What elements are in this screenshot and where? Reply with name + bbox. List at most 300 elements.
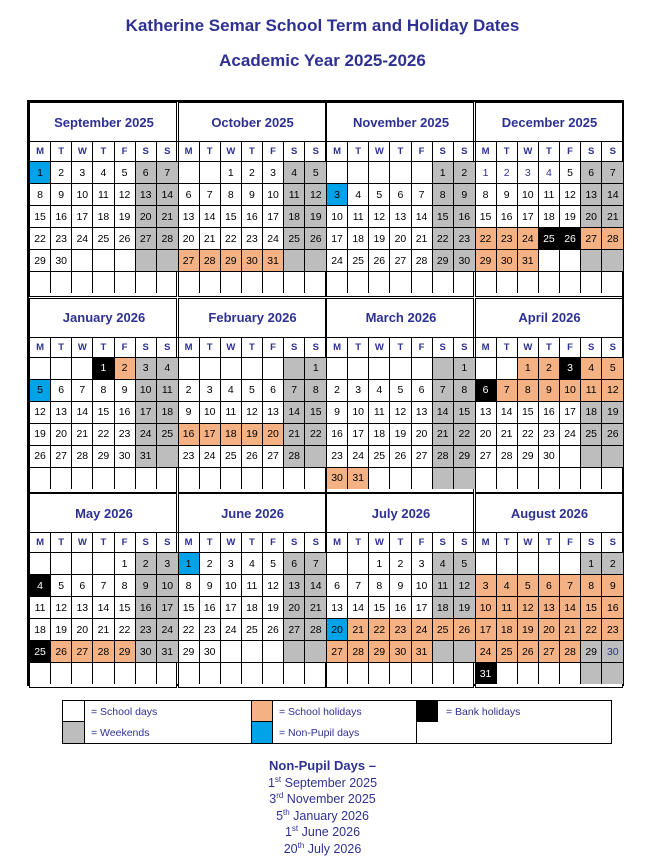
day-cell: 22 — [30, 227, 51, 249]
day-cell: 25 — [497, 640, 518, 662]
empty-cell — [284, 640, 305, 662]
empty-cell — [369, 271, 390, 293]
day-cell: 3 — [476, 574, 497, 596]
day-cell: 6 — [581, 161, 602, 183]
day-cell: 24 — [200, 445, 221, 467]
non-pupil-date: 20th July 2026 — [283, 840, 362, 856]
empty-cell — [560, 271, 581, 293]
day-cell: 25 — [93, 227, 114, 249]
weekday-header: M — [179, 141, 200, 161]
day-cell: 1 — [369, 552, 390, 574]
weekday-header: S — [581, 337, 602, 357]
empty-cell — [412, 357, 433, 379]
empty-cell — [602, 271, 623, 293]
weekday-header: F — [560, 337, 581, 357]
day-cell: 28 — [200, 249, 221, 271]
weekday-header: S — [602, 141, 623, 161]
day-cell: 13 — [72, 596, 93, 618]
day-cell: 6 — [136, 161, 157, 183]
day-cell: 5 — [242, 379, 263, 401]
day-cell: 7 — [157, 161, 178, 183]
day-cell: 25 — [157, 423, 178, 445]
empty-cell — [200, 271, 221, 293]
empty-cell — [72, 552, 93, 574]
day-cell: 11 — [284, 183, 305, 205]
weekday-header: T — [539, 337, 560, 357]
day-cell: 19 — [263, 596, 284, 618]
weekday-header: W — [369, 532, 390, 552]
day-cell: 1 — [115, 552, 136, 574]
day-cell: 12 — [560, 183, 581, 205]
day-cell: 7 — [560, 574, 581, 596]
day-cell: 2 — [179, 379, 200, 401]
day-cell: 15 — [433, 205, 454, 227]
day-cell: 12 — [115, 183, 136, 205]
non-pupil-days-list — [0, 758, 645, 857]
weekday-header: W — [369, 141, 390, 161]
day-cell: 26 — [560, 227, 581, 249]
weekday-header: M — [327, 532, 348, 552]
day-cell: 21 — [560, 618, 581, 640]
weekday-header: T — [348, 141, 369, 161]
day-cell: 7 — [284, 379, 305, 401]
day-cell: 5 — [602, 357, 623, 379]
day-cell: 24 — [221, 618, 242, 640]
empty-cell — [179, 467, 200, 489]
day-cell: 31 — [157, 640, 178, 662]
weekday-header: T — [51, 141, 72, 161]
day-cell: 22 — [518, 423, 539, 445]
day-cell: 20 — [581, 205, 602, 227]
day-cell: 18 — [348, 227, 369, 249]
day-cell: 29 — [454, 445, 475, 467]
empty-cell — [454, 640, 475, 662]
empty-cell — [51, 467, 72, 489]
day-cell: 1 — [221, 161, 242, 183]
day-cell: 29 — [369, 640, 390, 662]
day-cell: 12 — [51, 596, 72, 618]
day-cell: 15 — [30, 205, 51, 227]
month-november-2025 — [326, 102, 474, 297]
month-august-2026 — [475, 493, 623, 688]
day-cell: 14 — [560, 596, 581, 618]
day-cell: 18 — [221, 423, 242, 445]
day-cell: 15 — [115, 596, 136, 618]
empty-cell — [179, 271, 200, 293]
empty-cell — [179, 357, 200, 379]
day-cell: 9 — [115, 379, 136, 401]
day-cell: 22 — [221, 227, 242, 249]
empty-cell — [263, 467, 284, 489]
day-cell: 24 — [263, 227, 284, 249]
day-cell: 23 — [390, 618, 411, 640]
empty-cell — [348, 662, 369, 684]
month-name: August 2026 — [510, 505, 589, 521]
day-cell: 9 — [602, 574, 623, 596]
empty-cell — [51, 271, 72, 293]
day-cell: 13 — [539, 596, 560, 618]
day-cell: 30 — [200, 640, 221, 662]
day-cell: 20 — [327, 618, 348, 640]
weekday-header: T — [497, 532, 518, 552]
day-cell: 3 — [263, 161, 284, 183]
empty-cell — [221, 467, 242, 489]
empty-cell — [284, 249, 305, 271]
day-cell: 27 — [51, 445, 72, 467]
day-cell: 17 — [412, 596, 433, 618]
empty-cell — [115, 271, 136, 293]
empty-cell — [454, 271, 475, 293]
day-cell: 8 — [476, 183, 497, 205]
empty-cell — [115, 467, 136, 489]
day-cell: 28 — [560, 640, 581, 662]
empty-cell — [136, 271, 157, 293]
weekday-header: S — [433, 141, 454, 161]
day-cell: 27 — [581, 227, 602, 249]
day-cell: 14 — [72, 401, 93, 423]
month-name: February 2026 — [208, 310, 297, 325]
weekday-header: W — [72, 141, 93, 161]
weekday-header: W — [221, 141, 242, 161]
day-cell: 16 — [179, 423, 200, 445]
day-cell: 31 — [263, 249, 284, 271]
weekday-header: T — [390, 141, 411, 161]
day-cell: 21 — [433, 423, 454, 445]
weekday-header: M — [476, 337, 497, 357]
day-cell: 5 — [390, 379, 411, 401]
day-cell: 30 — [497, 249, 518, 271]
day-cell: 16 — [242, 205, 263, 227]
empty-cell — [581, 662, 602, 684]
weekday-header: T — [93, 532, 114, 552]
day-cell: 30 — [136, 640, 157, 662]
day-cell: 10 — [348, 401, 369, 423]
day-cell: 26 — [305, 227, 326, 249]
day-cell: 16 — [115, 401, 136, 423]
day-cell: 25 — [284, 227, 305, 249]
empty-cell — [221, 357, 242, 379]
day-cell: 7 — [602, 161, 623, 183]
month-name: January 2026 — [62, 310, 146, 325]
weekday-header: S — [433, 532, 454, 552]
day-cell: 29 — [476, 249, 497, 271]
month-name: July 2026 — [371, 505, 431, 521]
empty-cell — [454, 662, 475, 684]
empty-cell — [136, 662, 157, 684]
day-cell: 31 — [518, 249, 539, 271]
day-cell: 15 — [518, 401, 539, 423]
day-cell: 27 — [539, 640, 560, 662]
day-cell: 6 — [51, 379, 72, 401]
day-cell: 20 — [136, 205, 157, 227]
day-cell: 19 — [305, 205, 326, 227]
day-cell: 18 — [93, 205, 114, 227]
weekday-header: F — [412, 141, 433, 161]
day-cell: 16 — [539, 401, 560, 423]
day-cell: 22 — [476, 227, 497, 249]
day-cell: 18 — [369, 423, 390, 445]
empty-cell — [242, 357, 263, 379]
day-cell: 7 — [433, 379, 454, 401]
day-cell: 8 — [115, 574, 136, 596]
month-name: October 2025 — [211, 114, 294, 130]
day-cell: 25 — [433, 618, 454, 640]
weekday-header: S — [157, 337, 178, 357]
day-cell: 2 — [115, 357, 136, 379]
empty-cell — [200, 357, 221, 379]
day-cell: 2 — [136, 552, 157, 574]
empty-cell — [539, 552, 560, 574]
empty-cell — [305, 249, 326, 271]
day-cell: 17 — [327, 227, 348, 249]
day-cell: 24 — [560, 423, 581, 445]
weekday-header: W — [518, 337, 539, 357]
empty-cell — [179, 662, 200, 684]
day-cell: 22 — [93, 423, 114, 445]
day-cell: 30 — [327, 467, 348, 489]
day-cell: 13 — [327, 596, 348, 618]
empty-cell — [305, 467, 326, 489]
day-cell: 11 — [539, 183, 560, 205]
empty-cell — [72, 467, 93, 489]
day-cell: 12 — [263, 574, 284, 596]
day-cell: 29 — [221, 249, 242, 271]
bank-holidays-swatch — [416, 701, 438, 722]
day-cell: 22 — [433, 227, 454, 249]
day-cell: 14 — [602, 183, 623, 205]
day-cell: 10 — [263, 183, 284, 205]
day-cell: 8 — [305, 379, 326, 401]
day-cell: 28 — [602, 227, 623, 249]
empty-cell — [284, 662, 305, 684]
weekday-header: T — [242, 532, 263, 552]
day-cell: 24 — [136, 423, 157, 445]
day-cell: 17 — [221, 596, 242, 618]
day-cell: 23 — [497, 227, 518, 249]
weekday-header: T — [497, 141, 518, 161]
empty-cell — [412, 467, 433, 489]
month-april-2026 — [475, 298, 623, 493]
weekday-header: F — [115, 141, 136, 161]
day-cell: 24 — [72, 227, 93, 249]
day-cell: 15 — [476, 205, 497, 227]
day-cell: 11 — [369, 401, 390, 423]
weekday-header: T — [539, 532, 560, 552]
day-cell: 2 — [51, 161, 72, 183]
empty-cell — [390, 467, 411, 489]
day-cell: 20 — [51, 423, 72, 445]
empty-cell — [305, 640, 326, 662]
day-cell: 20 — [412, 423, 433, 445]
day-cell: 8 — [369, 574, 390, 596]
empty-cell — [476, 467, 497, 489]
non-pupil-date: 1st September 2025 — [267, 774, 378, 790]
empty-cell — [497, 357, 518, 379]
weekday-header: W — [72, 337, 93, 357]
empty-cell — [157, 467, 178, 489]
day-cell: 22 — [581, 618, 602, 640]
day-cell: 30 — [539, 445, 560, 467]
weekday-header: S — [284, 532, 305, 552]
weekday-header: S — [454, 141, 475, 161]
day-cell: 31 — [136, 445, 157, 467]
day-cell: 16 — [327, 423, 348, 445]
day-cell: 13 — [136, 183, 157, 205]
empty-cell — [412, 271, 433, 293]
weekday-header: T — [539, 141, 560, 161]
day-cell: 17 — [157, 596, 178, 618]
day-cell: 8 — [581, 574, 602, 596]
day-cell: 11 — [157, 379, 178, 401]
weekday-header: S — [284, 337, 305, 357]
day-cell: 22 — [115, 618, 136, 640]
weekday-header: T — [51, 337, 72, 357]
day-cell: 4 — [581, 357, 602, 379]
day-cell: 16 — [454, 205, 475, 227]
day-cell: 2 — [602, 552, 623, 574]
weekday-header: S — [305, 532, 326, 552]
empty-cell — [433, 662, 454, 684]
day-cell: 30 — [242, 249, 263, 271]
day-cell: 27 — [284, 618, 305, 640]
month-july-2026 — [326, 493, 474, 688]
day-cell: 12 — [454, 574, 475, 596]
day-cell: 1 — [476, 161, 497, 183]
day-cell: 5 — [560, 161, 581, 183]
day-cell: 28 — [497, 445, 518, 467]
day-cell: 4 — [242, 552, 263, 574]
day-cell: 17 — [72, 205, 93, 227]
empty-cell — [539, 467, 560, 489]
day-cell: 21 — [93, 618, 114, 640]
day-cell: 8 — [454, 379, 475, 401]
day-cell: 10 — [136, 379, 157, 401]
day-cell: 27 — [263, 445, 284, 467]
day-cell: 1 — [93, 357, 114, 379]
day-cell: 5 — [369, 183, 390, 205]
page-subtitle: Academic Year 2025-2026 — [219, 51, 426, 70]
day-cell: 28 — [284, 445, 305, 467]
month-name: April 2026 — [518, 310, 581, 325]
day-cell: 13 — [476, 401, 497, 423]
day-cell: 8 — [433, 183, 454, 205]
day-cell: 11 — [433, 574, 454, 596]
day-cell: 11 — [30, 596, 51, 618]
day-cell: 15 — [454, 401, 475, 423]
non-pupil-heading: Non-Pupil Days – — [269, 758, 376, 773]
empty-cell — [242, 467, 263, 489]
day-cell: 17 — [263, 205, 284, 227]
day-cell: 13 — [412, 401, 433, 423]
day-cell: 26 — [242, 445, 263, 467]
day-cell: 15 — [305, 401, 326, 423]
day-cell: 26 — [369, 249, 390, 271]
day-cell: 21 — [72, 423, 93, 445]
day-cell: 21 — [305, 596, 326, 618]
weekday-header: M — [179, 337, 200, 357]
day-cell: 16 — [602, 596, 623, 618]
day-cell: 14 — [200, 205, 221, 227]
day-cell: 2 — [327, 379, 348, 401]
weekday-header: W — [518, 141, 539, 161]
day-cell: 16 — [390, 596, 411, 618]
day-cell: 19 — [30, 423, 51, 445]
empty-cell — [221, 271, 242, 293]
day-cell: 14 — [348, 596, 369, 618]
weekday-header: M — [327, 141, 348, 161]
day-cell: 29 — [93, 445, 114, 467]
day-cell: 9 — [136, 574, 157, 596]
day-cell: 12 — [602, 379, 623, 401]
day-cell: 7 — [348, 574, 369, 596]
day-cell: 6 — [539, 574, 560, 596]
day-cell: 11 — [242, 574, 263, 596]
weekday-header: W — [369, 337, 390, 357]
day-cell: 28 — [93, 640, 114, 662]
day-cell: 28 — [157, 227, 178, 249]
day-cell: 6 — [390, 183, 411, 205]
empty-cell — [200, 161, 221, 183]
weekday-header: T — [497, 337, 518, 357]
day-cell: 4 — [369, 379, 390, 401]
day-cell: 25 — [30, 640, 51, 662]
day-cell: 2 — [390, 552, 411, 574]
day-cell: 10 — [327, 205, 348, 227]
day-cell: 22 — [454, 423, 475, 445]
day-cell: 4 — [93, 161, 114, 183]
weekday-header: F — [115, 337, 136, 357]
day-cell: 31 — [476, 662, 497, 684]
page-title: Katherine Semar School Term and Holiday Dates — [125, 16, 520, 35]
day-cell: 28 — [305, 618, 326, 640]
day-cell: 30 — [454, 249, 475, 271]
empty-cell — [581, 445, 602, 467]
empty-cell — [327, 662, 348, 684]
day-cell: 9 — [390, 574, 411, 596]
legend-weekends: = Weekends — [91, 726, 150, 739]
weekday-header: T — [93, 337, 114, 357]
day-cell: 26 — [602, 423, 623, 445]
day-cell: 14 — [497, 401, 518, 423]
school-holidays-swatch — [251, 701, 273, 722]
empty-cell — [560, 249, 581, 271]
empty-cell — [369, 467, 390, 489]
empty-cell — [30, 552, 51, 574]
empty-cell — [72, 662, 93, 684]
empty-cell — [263, 271, 284, 293]
weekday-header: F — [560, 532, 581, 552]
day-cell: 10 — [412, 574, 433, 596]
day-cell: 14 — [157, 183, 178, 205]
empty-cell — [518, 662, 539, 684]
day-cell: 29 — [433, 249, 454, 271]
day-cell: 6 — [179, 183, 200, 205]
calendar-grid — [27, 100, 624, 686]
weekday-header: W — [221, 337, 242, 357]
weekday-header: T — [390, 532, 411, 552]
empty-cell — [581, 249, 602, 271]
weekday-header: M — [30, 141, 51, 161]
weekday-header: T — [200, 141, 221, 161]
month-name: November 2025 — [352, 114, 450, 130]
day-cell: 21 — [497, 423, 518, 445]
empty-cell — [72, 249, 93, 271]
empty-cell — [157, 445, 178, 467]
empty-cell — [581, 467, 602, 489]
day-cell: 5 — [518, 574, 539, 596]
day-cell: 26 — [51, 640, 72, 662]
day-cell: 28 — [433, 445, 454, 467]
